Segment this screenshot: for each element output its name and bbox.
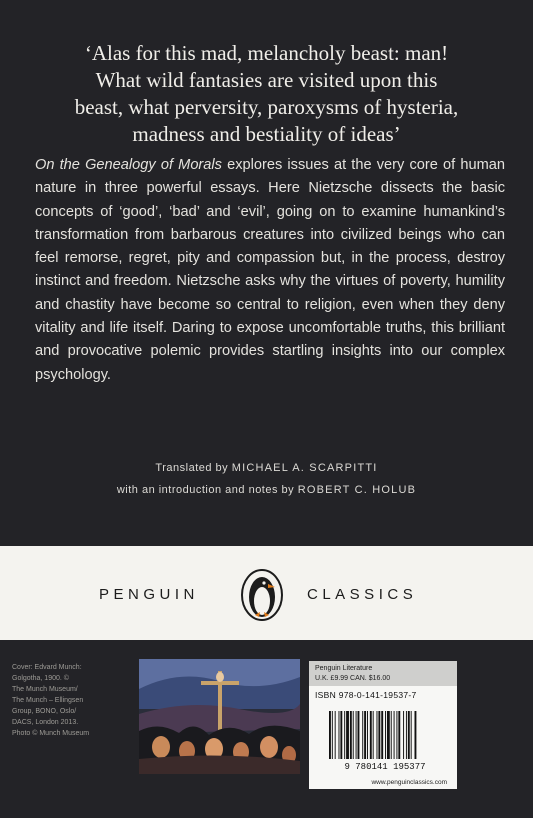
cover-painting-thumbnail [139,659,300,774]
cover-credit-caption: Cover: Edvard Munch: Golgotha, 1900. © The Munch Museum/ The Munch – Ellingsen Group, BONO, Oslo/ DACS, London 2013. Photo © Munch Museum [12,664,90,737]
blurb-paragraph [35,154,505,387]
price-header [309,661,457,686]
quote-line: beast, what perversity, paroxysms of hysteria, [74,95,459,119]
book-title: On the Genealogy of Morals [35,157,222,173]
introduction-credit: with an introduction and notes by ROBERT C. HOLUB [116,484,417,496]
barcode-image [321,711,449,771]
classics-wordmark: CLASSICS [307,586,418,603]
quote-line: ‘Alas for this mad, melancholy beast: man! [84,41,449,65]
penguin-wordmark: PENGUIN [99,586,199,603]
translator-name: MICHAEL A. SCARPITTI [231,462,378,474]
price-label: U.K. £9.99 CAN. $16.00 [315,675,391,682]
barcode-panel [309,661,457,789]
penguin-logo-icon [240,568,284,622]
blurb-text: explores issues at the very core of human nature in three powerful essays. Here Nietzsche dissects the basic concepts of ‘good’, ‘bad’ and ‘evil’, going on to examine humankind’s transformation from barbarous creatures into civilized beings who can feel remorse, regret, pity and compassion but, in the process, destroy instinct and freedom. Nietzsche asks why the virtues of poverty, humility and chastity have become so central to religion, even when they deny vitality and life itself. Daring to expose uncomfortable truths, this brilliant and provocative polemic provides startling insights into our complex psychology. [35,157,505,383]
pull-quote [30,40,503,148]
isbn-label: ISBN 978-0-141-19537-7 [315,690,417,700]
penguin-classics-band [0,546,533,640]
introduction-author: ROBERT C. HOLUB [297,484,417,496]
barcode-digits: 9 780141 195377 [344,762,426,771]
imprint-label: Penguin Literature [315,665,373,672]
quote-line: madness and bestiality of ideas’ [132,122,401,146]
publisher-url: www.penguinclassics.com [371,779,447,786]
translator-credit: Translated by MICHAEL A. SCARPITTI [155,462,378,474]
quote-line: What wild fantasies are visited upon this [95,68,438,92]
